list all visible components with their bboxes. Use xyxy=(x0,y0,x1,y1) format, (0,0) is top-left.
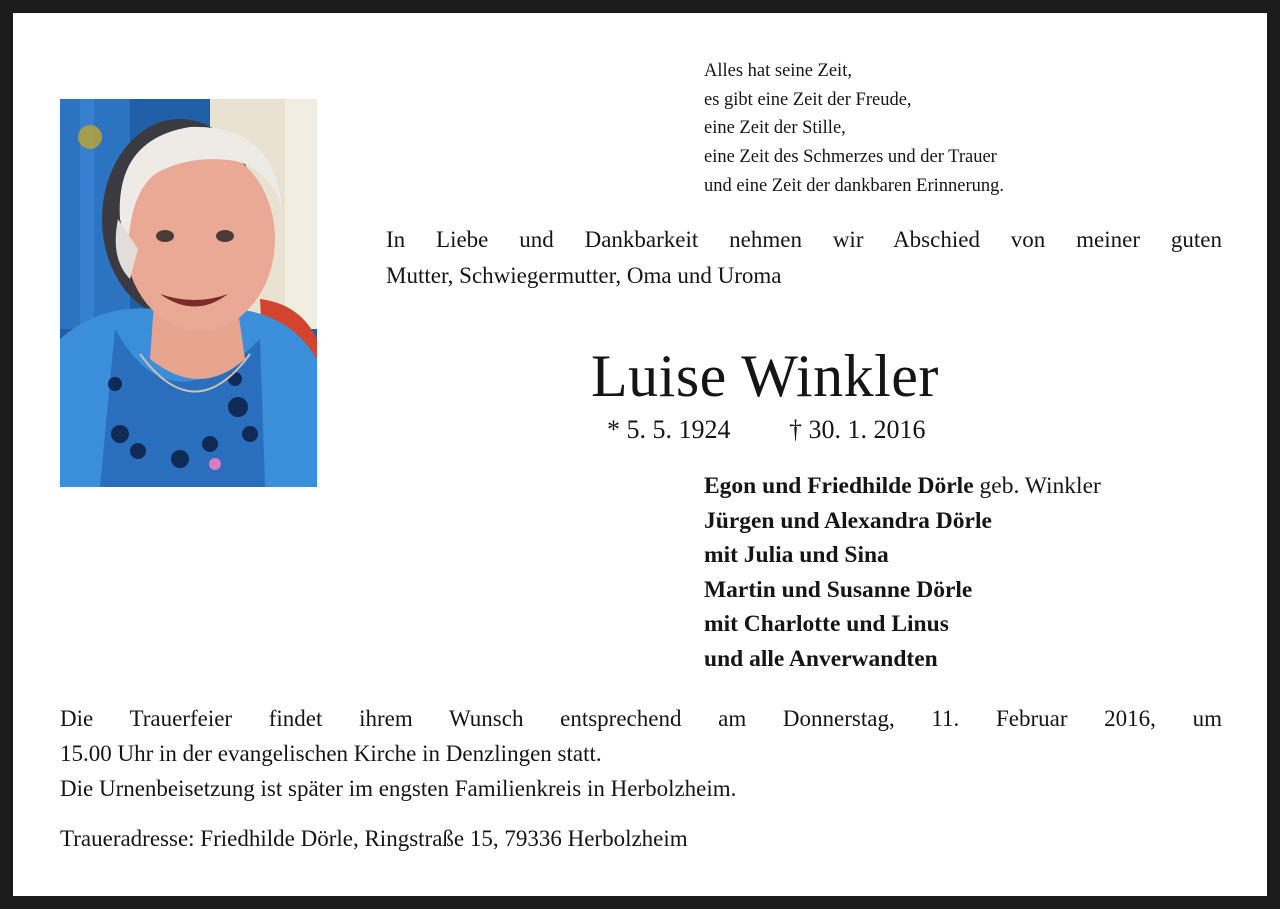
intro-text xyxy=(386,222,1222,294)
family-line xyxy=(704,504,1224,539)
poem-line: eine Zeit des Schmerzes und der Trauer xyxy=(704,147,997,168)
portrait-photo-image xyxy=(60,99,317,487)
family-line xyxy=(704,607,1224,642)
poem-line: Alles hat seine Zeit, xyxy=(704,61,852,81)
family-line xyxy=(704,469,1224,504)
family-signatures xyxy=(704,469,1224,676)
family-names: mit Charlotte und Linus xyxy=(704,611,949,637)
family-names: und alle Anverwandten xyxy=(704,645,938,672)
maiden-name-note: geb. Winkler xyxy=(973,473,1101,499)
obituary-notice xyxy=(13,13,1267,896)
family-names: mit Julia und Sina xyxy=(704,542,889,568)
poem-line: es gibt eine Zeit der Freude, xyxy=(704,89,912,110)
portrait-photo xyxy=(60,99,317,487)
family-line xyxy=(704,538,1224,573)
intro-line: Mutter, Schwiegermutter, Oma und Uroma xyxy=(386,263,782,288)
family-line xyxy=(704,642,1224,677)
family-line xyxy=(704,573,1224,608)
poem xyxy=(704,57,1224,201)
intro-line: In Liebe und Dankbarkeit nehmen wir Abschied von meiner guten xyxy=(386,227,1222,252)
family-names: Egon und Friedhilde Dörle xyxy=(704,473,974,499)
ceremony-info xyxy=(60,701,1222,806)
poem-line: eine Zeit der Stille, xyxy=(704,118,846,139)
death-date: † 30. 1. 2016 xyxy=(789,415,926,444)
family-names: Jürgen und Alexandra Dörle xyxy=(704,507,992,534)
birth-date: * 5. 5. 1924 xyxy=(607,415,731,444)
poem-line: und eine Zeit der dankbaren Erinnerung. xyxy=(704,175,1004,196)
deceased-name: Luise Winkler xyxy=(591,343,939,409)
life-dates xyxy=(607,413,926,447)
mourning-address: Traueradresse: Friedhilde Dörle, Ringstraße 15, 79336 Herbolzheim xyxy=(60,826,688,851)
ceremony-line: Die Trauerfeier findet ihrem Wunsch entsprechend am Donnerstag, 11. Februar 2016, um xyxy=(60,706,1222,731)
ceremony-line: Die Urnenbeisetzung ist später im engsten Familienkreis in Herbolzheim. xyxy=(60,776,737,801)
ceremony-line: 15.00 Uhr in der evangelischen Kirche in Denzlingen statt. xyxy=(60,741,602,766)
family-names: Martin und Susanne Dörle xyxy=(704,576,973,603)
